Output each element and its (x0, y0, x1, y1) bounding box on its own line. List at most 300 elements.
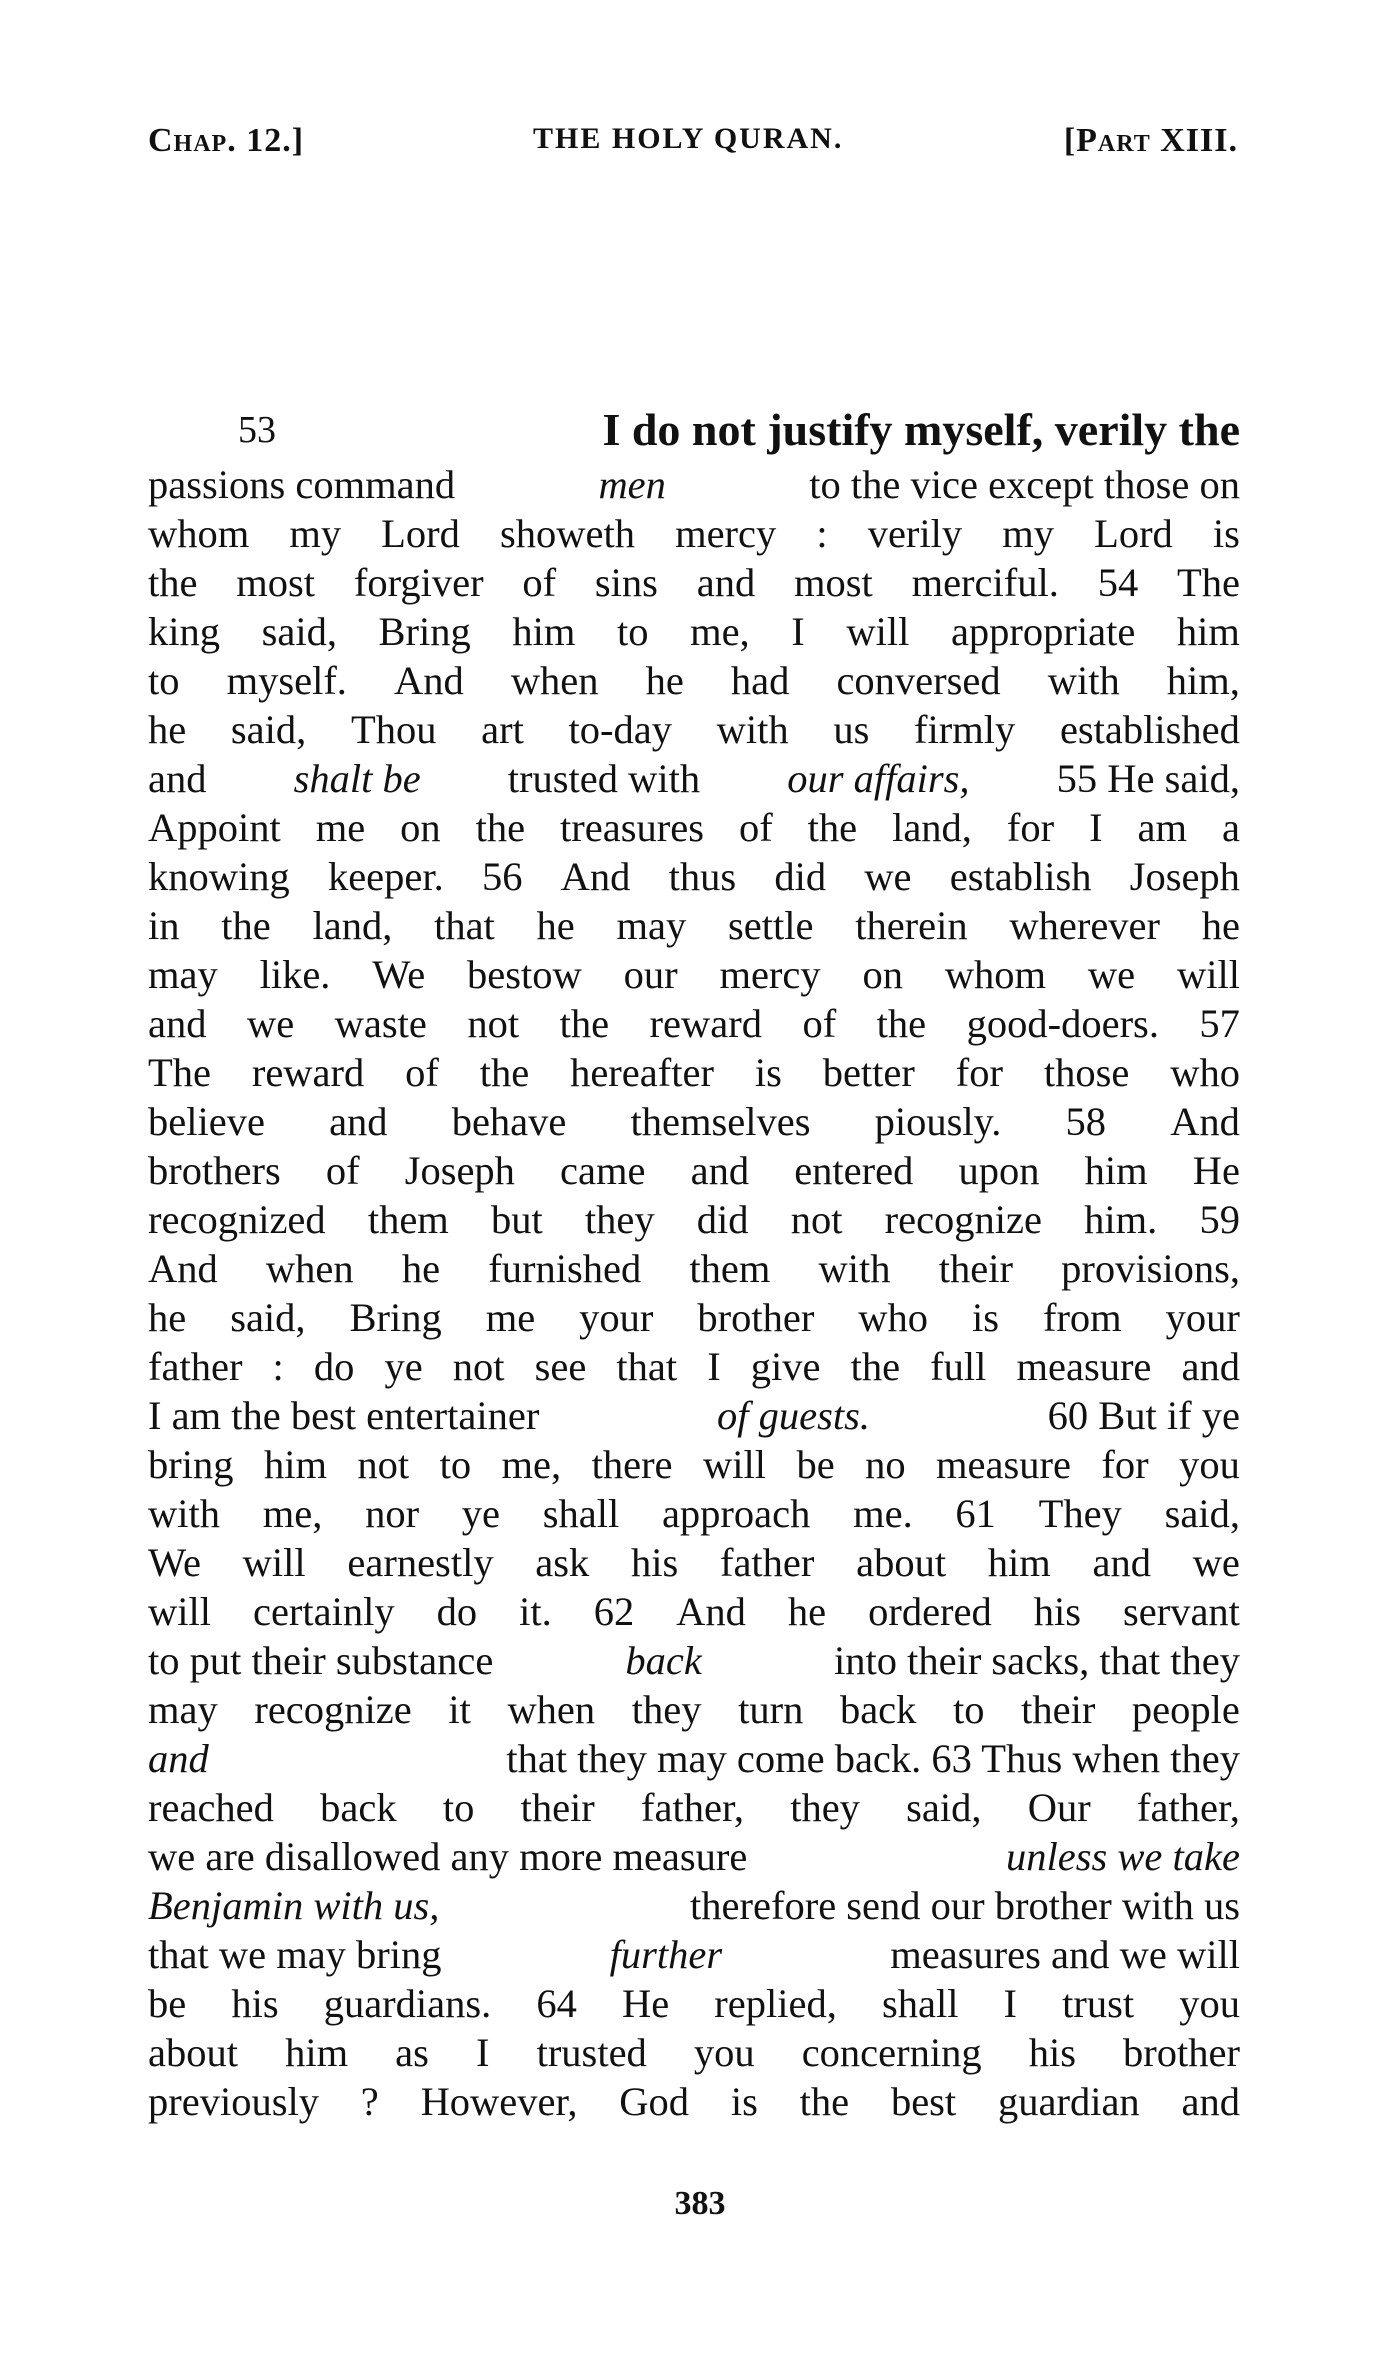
word: upon (958, 1148, 1040, 1193)
word: of (522, 560, 557, 605)
word: He (621, 1981, 670, 2026)
word: treasures (560, 805, 704, 850)
word: of (325, 1148, 360, 1193)
word: thus (668, 854, 737, 899)
verse-text-block (148, 402, 1240, 2126)
word: reward (649, 1001, 762, 1046)
word: 58 (1065, 1099, 1107, 1144)
word: He (1192, 1148, 1240, 1193)
word: me, (262, 1491, 323, 1536)
word: approach (661, 1491, 811, 1536)
text-line (148, 1979, 1240, 2028)
text-line (148, 607, 1240, 656)
word: you (1179, 1981, 1240, 2026)
word: be (796, 1442, 835, 1487)
word: they (584, 1197, 655, 1242)
verse-number: 53 (238, 409, 276, 451)
word: people (1131, 1687, 1240, 1732)
word: previously (148, 2079, 319, 2124)
word: with (148, 1491, 221, 1536)
text-line (148, 999, 1240, 1048)
word: on (400, 805, 441, 850)
word: them (367, 1197, 449, 1242)
word: 61 (955, 1491, 996, 1536)
word: you (693, 2030, 755, 2075)
word: guardians. (323, 1981, 492, 2026)
text-segment: therefore send our brother with us (690, 1883, 1240, 1928)
word: who (858, 1295, 929, 1340)
word: land, (312, 903, 393, 948)
word: he (401, 1246, 441, 1291)
chapter-label: Chap. 12.] (148, 122, 305, 159)
word: for (1101, 1442, 1149, 1487)
word: the (876, 1001, 927, 1046)
word: said, (1164, 1491, 1240, 1536)
word: our (623, 952, 678, 997)
word: entered (794, 1148, 914, 1193)
word: of (405, 1050, 439, 1095)
word: trust (1062, 1981, 1135, 2026)
word: do (313, 1344, 355, 1389)
word: of (802, 1001, 837, 1046)
word: guardian (997, 2079, 1140, 2124)
word: better (822, 1050, 915, 1095)
word: their (938, 1246, 1013, 1291)
word: with (1047, 658, 1120, 703)
word: his (630, 1540, 679, 1585)
word: the (479, 1050, 530, 1095)
word: we (1192, 1540, 1240, 1585)
word: to (148, 658, 180, 703)
word: best (890, 2079, 957, 2124)
word: I (1003, 1981, 1018, 2026)
word: like. (259, 952, 331, 997)
text-line (148, 1930, 1240, 1979)
word: me. (853, 1491, 913, 1536)
word: to (616, 609, 649, 654)
word: brother (697, 1295, 815, 1340)
word: not (452, 1344, 505, 1389)
text-line (148, 1440, 1240, 1489)
word: the (799, 2079, 850, 2124)
word: with (716, 707, 789, 752)
word: when (265, 1246, 354, 1291)
word: and (690, 1148, 750, 1193)
word: the (850, 1344, 901, 1389)
word: God (619, 2079, 690, 2124)
word: measure (1016, 1344, 1152, 1389)
word: myself. (226, 658, 347, 703)
word: may (148, 1687, 218, 1732)
text-segment: measures and we will (890, 1932, 1240, 1977)
word: the (559, 1001, 610, 1046)
text-line (148, 460, 1240, 509)
text-line (148, 1342, 1240, 1391)
word: will (148, 1589, 212, 1634)
word: his (1028, 2030, 1076, 2075)
text-segment: into their sacks, that they (833, 1638, 1240, 1683)
word: And (560, 854, 631, 899)
word: reward (251, 1050, 365, 1095)
word: is (1212, 511, 1240, 556)
italic-segment: back (625, 1638, 702, 1683)
text-line (148, 1538, 1240, 1587)
word: trusted (536, 2030, 647, 2075)
word: he (1201, 903, 1240, 948)
word: my (289, 511, 342, 556)
word: shall (881, 1981, 959, 2026)
word: on (862, 952, 903, 997)
word: their (1021, 1687, 1096, 1732)
text-line (148, 1587, 1240, 1636)
word: for (1006, 805, 1055, 850)
word: king (148, 609, 221, 654)
word: land, (892, 805, 972, 850)
word: brothers (148, 1148, 281, 1193)
word: will (846, 609, 910, 654)
word: his (1033, 1589, 1082, 1634)
word: concerning (801, 2030, 982, 2075)
word: whom (148, 511, 250, 556)
word: I (791, 609, 805, 654)
word: came (560, 1148, 646, 1193)
word: to (439, 1442, 472, 1487)
text-line (148, 656, 1240, 705)
word: his (231, 1981, 279, 2026)
word: but (490, 1197, 543, 1242)
word: conversed (836, 658, 1001, 703)
word: did (774, 854, 827, 899)
word: Bring (378, 609, 471, 654)
word: full (930, 1344, 987, 1389)
word: to-day (568, 707, 672, 752)
word: he (787, 1589, 827, 1634)
word: father, (641, 1785, 744, 1830)
word: the (807, 805, 858, 850)
word: said, (230, 707, 307, 752)
word: 54 (1097, 560, 1139, 605)
word: Joseph (404, 1148, 515, 1193)
word: me, (690, 609, 750, 654)
text-line (148, 402, 1240, 458)
word: that (616, 1344, 678, 1389)
text-line (148, 1293, 1240, 1342)
word: him (512, 609, 576, 654)
word: that (434, 903, 495, 948)
word: him (263, 1442, 327, 1487)
book-title: THE HOLY QURAN. (533, 122, 844, 155)
word: and (1181, 1344, 1240, 1389)
word: and (696, 560, 756, 605)
word: art (481, 707, 524, 752)
word: whom (944, 952, 1047, 997)
text-line (148, 705, 1240, 754)
word: your (579, 1295, 654, 1340)
word: to (952, 1687, 985, 1732)
word: he (645, 658, 684, 703)
text-line (148, 1097, 1240, 1146)
word: said, (230, 1295, 306, 1340)
text-line (148, 950, 1240, 999)
text-segment: I am the best entertainer (148, 1393, 540, 1438)
word: : (272, 1344, 284, 1389)
word: back (320, 1785, 397, 1830)
word: may (616, 903, 687, 948)
word: your (1165, 1295, 1240, 1340)
word: not (790, 1197, 843, 1242)
word: piously. (874, 1099, 1002, 1144)
word: as (395, 2030, 429, 2075)
word: it (448, 1687, 471, 1732)
word: about (148, 2030, 238, 2075)
italic-segment: shalt be (293, 756, 421, 801)
word: there (591, 1442, 673, 1487)
word: hereafter (570, 1050, 714, 1095)
text-segment: trusted with (507, 756, 701, 801)
word: you (1179, 1442, 1240, 1487)
word: no (865, 1442, 906, 1487)
word: good-doers. (966, 1001, 1159, 1046)
text-line (148, 1636, 1240, 1685)
word: ordered (868, 1589, 992, 1634)
word: back (839, 1687, 917, 1732)
text-segment: to put their substance (148, 1638, 494, 1683)
word: be (148, 1981, 187, 2026)
word: we (246, 1001, 295, 1046)
word: he (148, 1295, 187, 1340)
word: showeth (499, 511, 635, 556)
word: give (750, 1344, 821, 1389)
text-line (148, 509, 1240, 558)
word: The (148, 1050, 211, 1095)
word: However, (420, 2079, 578, 2124)
word: Thou (350, 707, 437, 752)
word: mercy (719, 952, 821, 997)
word: will (242, 1540, 306, 1585)
word: recognize (884, 1197, 1043, 1242)
word: I (475, 2030, 490, 2075)
word: wherever (1009, 903, 1161, 948)
word: him (1176, 609, 1240, 654)
word: father (148, 1344, 243, 1389)
word: me (485, 1295, 536, 1340)
word: will (702, 1442, 766, 1487)
word: in (148, 903, 180, 948)
word: I (707, 1344, 721, 1389)
word: bestow (467, 952, 582, 997)
text-line (148, 1783, 1240, 1832)
word: provisions, (1061, 1246, 1240, 1291)
word: when (510, 658, 599, 703)
word: it. (519, 1589, 552, 1634)
word: is (754, 1050, 782, 1095)
word: me, (501, 1442, 562, 1487)
word: therein (855, 903, 968, 948)
word: those (1043, 1050, 1130, 1095)
word: the (475, 805, 526, 850)
word: him (285, 2030, 349, 2075)
italic-segment: men (598, 462, 666, 507)
italic-segment: our affairs, (787, 756, 970, 801)
word: turn (738, 1687, 804, 1732)
text-line (148, 1244, 1240, 1293)
word: my (1002, 511, 1054, 556)
part-label: [Part XIII. (1063, 122, 1238, 159)
word: them (689, 1246, 771, 1291)
word: ye (461, 1491, 501, 1536)
word: we (864, 854, 912, 899)
word: him, (1166, 658, 1240, 703)
word: sins (594, 560, 658, 605)
word: who (1170, 1050, 1240, 1095)
word: ye (384, 1344, 423, 1389)
text-line (148, 2077, 1240, 2126)
word: and (1092, 1540, 1151, 1585)
word: We (148, 1540, 201, 1585)
text-segment: 55 He said, (1056, 756, 1240, 801)
word: him (987, 1540, 1051, 1585)
text-line (148, 1146, 1240, 1195)
word: establish (949, 854, 1092, 899)
word: recognized (148, 1197, 326, 1242)
word: forgiver (353, 560, 484, 605)
word: they (790, 1785, 860, 1830)
page-number: 383 (674, 2185, 726, 2222)
word: is (730, 2079, 758, 2124)
word: ask (535, 1540, 590, 1585)
word: him (1084, 1148, 1148, 1193)
word: 56 (481, 854, 523, 899)
word: 62 (593, 1589, 635, 1634)
word: I (1089, 805, 1103, 850)
word: servant (1122, 1589, 1240, 1634)
word: ? (360, 2079, 379, 2124)
running-head (148, 122, 1238, 172)
word: nor (365, 1491, 420, 1536)
text-segment: we are disallowed any more measure (148, 1834, 748, 1879)
word: And (394, 658, 464, 703)
italic-segment: further (609, 1932, 723, 1977)
word: about (856, 1540, 947, 1585)
text-line (148, 901, 1240, 950)
word: brother (1123, 2030, 1240, 2075)
word: behave (451, 1099, 567, 1144)
text-line (148, 1048, 1240, 1097)
word: said, (261, 609, 337, 654)
word: he (148, 707, 187, 752)
word: keeper. (327, 854, 444, 899)
word: reached (148, 1785, 274, 1830)
word: recognize (254, 1687, 412, 1732)
word: bring (148, 1442, 234, 1487)
word: merciful. (911, 560, 1059, 605)
word: furnished (488, 1246, 642, 1291)
word: he (536, 903, 575, 948)
word: father, (1137, 1785, 1240, 1830)
word: mercy (675, 511, 777, 556)
text-line (148, 1832, 1240, 1881)
word: their (520, 1785, 595, 1830)
text-segment: 60 But if ye (1047, 1393, 1240, 1438)
text-line (148, 2028, 1240, 2077)
word: 59 (1199, 1197, 1240, 1242)
word: do (436, 1589, 478, 1634)
italic-segment: of guests. (716, 1393, 870, 1438)
word: the (148, 560, 198, 605)
text-segment: to the vice except those on (809, 462, 1240, 507)
word: and (329, 1099, 388, 1144)
text-line (148, 1391, 1240, 1440)
text-segment: passions command (148, 462, 456, 507)
word: And (676, 1589, 746, 1634)
word: And (148, 1246, 218, 1291)
word: we (1087, 952, 1136, 997)
word: with (818, 1246, 891, 1291)
word: and (1181, 2079, 1240, 2124)
word: said, (906, 1785, 982, 1830)
word: not (357, 1442, 410, 1487)
word: appropriate (950, 609, 1136, 654)
word: of (738, 805, 773, 850)
word: settle (727, 903, 814, 948)
text-line (148, 1489, 1240, 1538)
word: may (148, 952, 218, 997)
text-line (148, 1734, 1240, 1783)
word: knowing (148, 854, 290, 899)
word: 64 (536, 1981, 577, 2026)
text-line (148, 754, 1240, 803)
word: We (372, 952, 426, 997)
word: : (816, 511, 828, 556)
text-line (148, 1195, 1240, 1244)
word: had (730, 658, 790, 703)
word: Lord (1094, 511, 1173, 556)
word: father (719, 1540, 815, 1585)
word: Lord (381, 511, 460, 556)
text-segment: that they may come back. 63 Thus when they (506, 1736, 1240, 1781)
word: Our (1027, 1785, 1091, 1830)
word: most (236, 560, 316, 605)
text-line (148, 1881, 1240, 1930)
italic-segment: unless we take (1006, 1834, 1240, 1879)
word: measure (936, 1442, 1071, 1487)
word: firmly (914, 707, 1016, 752)
word: and (148, 1001, 207, 1046)
word: will (1176, 952, 1240, 997)
word: is (971, 1295, 999, 1340)
word: Bring (349, 1295, 442, 1340)
word: They (1038, 1491, 1122, 1536)
verse-opening: I do not justify myself, verily the (602, 404, 1240, 455)
word: for (955, 1050, 1003, 1095)
word: certainly (252, 1589, 395, 1634)
word: verily (867, 511, 963, 556)
word: did (696, 1197, 749, 1242)
word: to (442, 1785, 475, 1830)
word: they (631, 1687, 702, 1732)
word: him. (1084, 1197, 1158, 1242)
word: me (315, 805, 366, 850)
text-segment: that we may bring (148, 1932, 442, 1977)
word: established (1059, 707, 1240, 752)
word: us (833, 707, 870, 752)
word: am (1137, 805, 1188, 850)
word: earnestly (347, 1540, 494, 1585)
text-line (148, 803, 1240, 852)
word: a (1221, 805, 1240, 850)
word: Appoint (148, 805, 281, 850)
word: Joseph (1129, 854, 1240, 899)
